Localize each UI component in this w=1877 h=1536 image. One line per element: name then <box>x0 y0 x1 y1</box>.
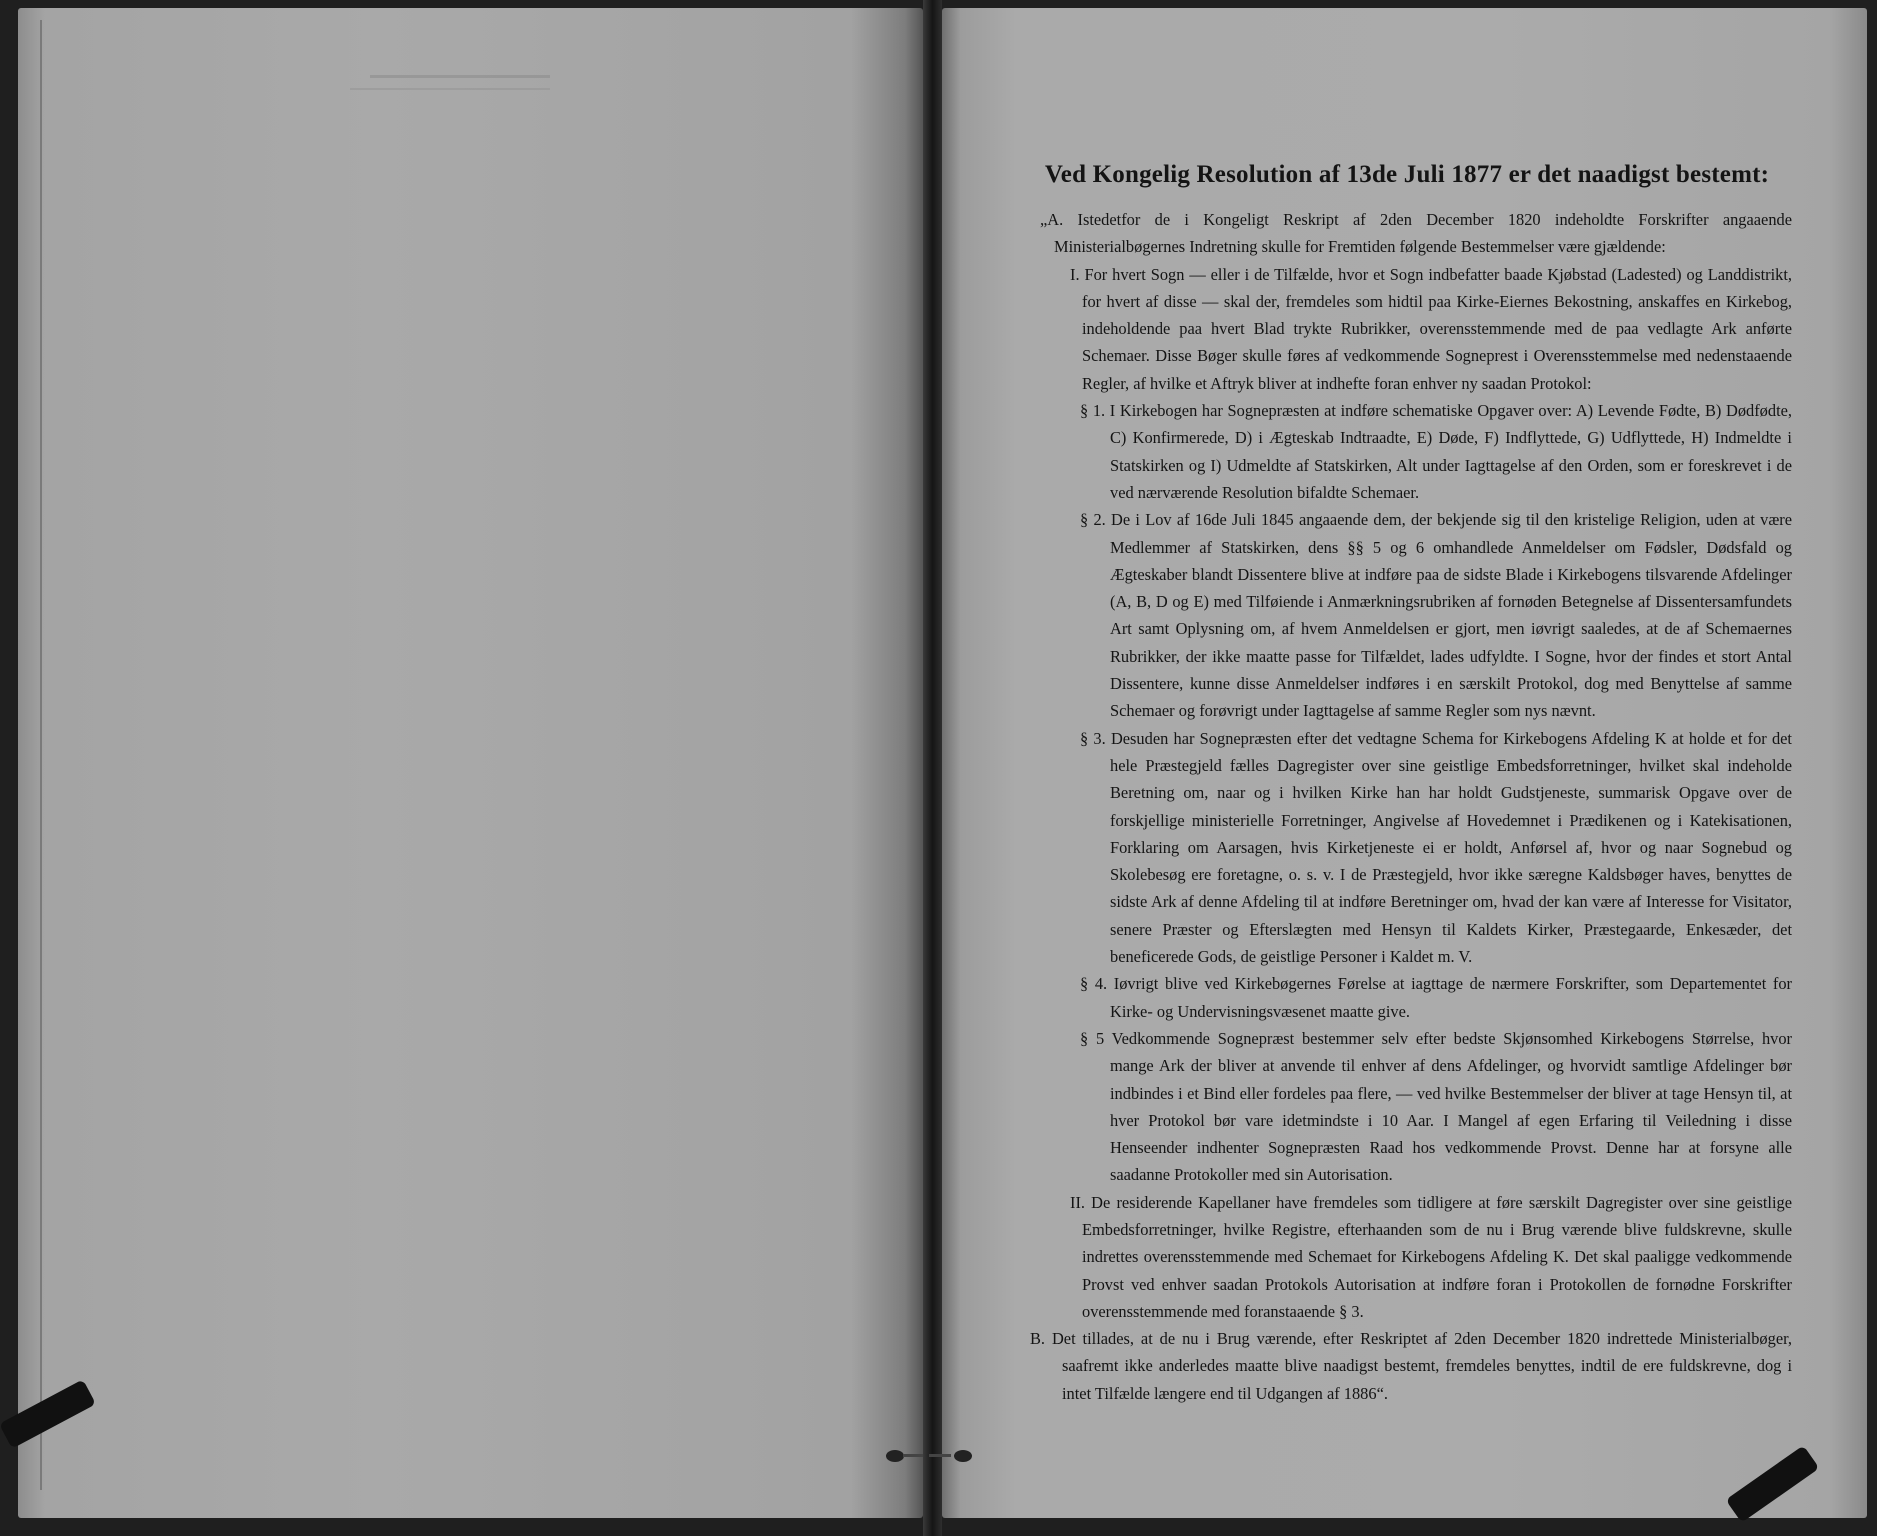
section-3: § 3. Desuden har Sognepræsten efter det vedtagne Schema for Kirkebogens Afdeling K at holde et for det hele Præstegjeld fælles Dagregister over sine geistlige Embedsforretninger, hvilket skal indeholde Beretning om, naar og i hvilken Kirke han har holdt Gudstjeneste, summarisk Opgave over de forskjellige ministerielle Forretninger, Angivelse af Hovedemnet i Prædikenen og i Katekisationen, Forklaring om Aarsagen, hvis Kirketjeneste ei er holdt, Anførsel af, hvor og naar Sognebud og Skolebesøg ere foretagne, o. s. v. I de Præstegjeld, hvor ikke særegne Kaldsbøger haves, benyttes de sidste Ark af denne Afdeling til at indføre Beretninger om, hvad der kan være af Interesse for Visitator, senere Præster og Efterslægten med Hensyn til Kaldets Kirker, Præstegaarde, Enkesæder, det beneficerede Gods, de geistlige Personer i Kaldet m. V. <box>1080 728 1792 967</box>
section-4: § 4. Iøvrigt blive ved Kirkebøgernes Førelse at iagttage de nærmere Forskrifter, som Departementet for Kirke- og Undervisningsvæsenet maatte give. <box>1080 974 1792 1021</box>
page-edge <box>40 20 42 1490</box>
section-2: § 2. De i Lov af 16de Juli 1845 angaaende dem, der bekjende sig til den kristelige Religion, uden at være Medlemmer af Statskirken, dens §§ 5 og 6 omhandlede Anmeldelser om Fødsler, Dødsfald og Ægteskaber blandt Dissentere blive at indføre paa de sidste Blade i Kirkebogens tilsvarende Afdelinger (A, B, D og E) med Tilføiende i Anmærkningsrubriken af fornøden Betegnelse af Dissentersamfundets Art samt Oplysning om, af hvem Anmeldelsen er gjort, men iøvrigt saaledes, at de af Schemaernes Rubrikker, der ikke maatte passe for Tilfældet, lades udfyldte. I Sogne, hvor der findes et stort Antal Dissentere, kunne disse Anmeldelser indføres i en særskilt Protokol, dog med Benyttelse af samme Schemaer og forøvrigt under Iagttagelse af samme Regler som nys nævnt. <box>1080 510 1792 721</box>
paragraph-ii: II. De residerende Kapellaner have fremdeles som tidligere at føre særskilt Dagregister over sine geistlige Embedsforretninger, hvilke Registre, efterhaanden som de nu i Brug værende blive fuldskrevne, skulle indrettes overensstemmende med Schemaet for Kirkebogens Afdeling K. Det skal paaligge vedkommende Provst ved enhver saadan Protokols Autorisation at indføre foran i Protokollen de fornødne Forskrifter overensstemmende med foranstaaende § 3. <box>1070 1192 1792 1321</box>
bleed-through-mark <box>370 75 550 78</box>
section-1: § 1. I Kirkebogen har Sognepræsten at indføre schematiske Opgaver over: A) Levende Fødte, B) Dødfødte, C) Konfirmerede, D) i Ægteskab Indtraadte, E) Døde, F) Indflyttede, G) Udflyttede, H) Indmeldte i Statskirken og I) Udmeldte af Statskirken, Alt under Iagttagelse af den Orden, som er foreskrevet i de ved nærværende Resolution bifaldte Schemaer. <box>1080 401 1792 502</box>
section-5: § 5 Vedkommende Sognepræst bestemmer selv efter bedste Skjønsomhed Kirkebogens Størrelse, hvor mange Ark der bliver at anvende til enhver af dens Afdelinger, og hvorvidt samtlige Afdelinger bør indbindes i et Bind eller fordeles paa flere, — ved hvilke Bestemmelser der bliver at tage Hensyn til, at hver Protokol bør vare idetmindste i 10 Aar. I Mangel af egen Erfaring til Veiledning i disse Henseender indhenter Sognepræsten Raad hos vedkommende Provst. Denne har at forsyne alle saadanne Protokoller med sin Autorisation. <box>1080 1028 1792 1185</box>
document-text <box>1022 160 1792 1407</box>
paragraph-i: I. For hvert Sogn — eller i de Tilfælde, hvor et Sogn indbefatter baade Kjøbstad (Ladested) og Landdistrikt, for hvert af disse — skal der, fremdeles som hidtil paa Kirke-Eiernes Bekostning, anskaffes en Kirkebog, indeholdende paa hvert Blad trykte Rubrikker, overensstemmende med de paa vedlagte Ark anførte Schemaer. Disse Bøger skulle føres af vedkommende Sogneprest i Overensstemmelse med nedenstaaende Regler, af hvilke et Aftryk bliver at indhefte foran enhver ny saadan Protokol: <box>1070 264 1792 393</box>
document-heading: Ved Kongelig Resolution af 13de Juli 1877 er det naadigst bestemt: <box>1044 161 1770 188</box>
paragraph-b: B. Det tillades, at de nu i Brug værende, efter Reskriptet af 2den December 1820 indrettede Ministerialbøger, saafremt ikke anderledes maatte blive naadigst bestemt, fremdeles benyttes, indtil de ere fuldskrevne, dog i intet Tilfælde længere end til Udgangen af 1886“. <box>1030 1329 1792 1403</box>
binding-clasp-icon <box>885 1448 975 1464</box>
left-page <box>18 8 923 1518</box>
bleed-through-mark <box>350 88 550 90</box>
paragraph-a: „A. Istedetfor de i Kongeligt Reskript af 2den December 1820 indeholdte Forskrifter angaaende Ministerialbøgernes Indretning skulle for Fremtiden følgende Bestemmelser være gjældende: <box>1040 210 1792 257</box>
book-gutter <box>923 0 942 1536</box>
